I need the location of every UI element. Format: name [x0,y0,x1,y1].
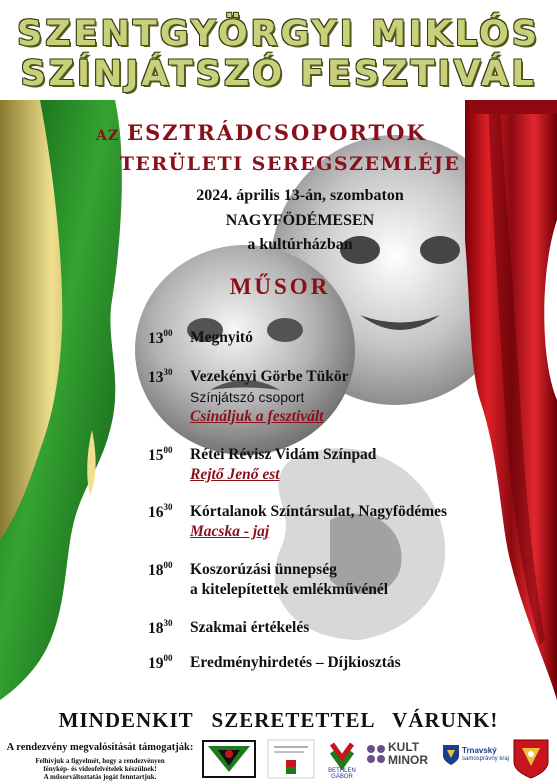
trnava-label: Trnavský [462,746,497,755]
support-heading: A rendezvény megvalósítását támogatják: [6,742,194,753]
program-time: $13^{00}$ [148,328,173,347]
event-subtitle-line1 [96,120,476,145]
program-title: Vezekényi Görbe Tükör [190,368,349,385]
program-time: $18^{30}$ [148,618,173,637]
minor-label: MINOR [388,753,428,767]
program-time: $18^{00}$ [148,560,173,579]
kult-label: KULT [388,740,420,754]
program-heading: MŰSOR [229,274,331,299]
festival-title-line2: SZÍNJÁTSZÓ FESZTIVÁL [20,54,537,94]
bethlen-icon [322,738,362,770]
program-title: Eredményhirdetés – Díjkiosztás [190,654,401,671]
program-title: Koszorúzási ünnepség [190,561,337,578]
program-title: Megnyitó [190,329,253,346]
program-subtitle: Színjátszó csoport [190,389,305,405]
profile-image [0,100,122,700]
festival-title-line1: SZENTGYÖRGYI MIKLÓS [17,14,540,54]
village-crest-logo [508,738,554,780]
subtitle-main: ESZTRÁDCSOPORTOK [127,120,427,145]
welcome-banner: MINDENKIT SZERETETTEL VÁRUNK! [58,708,499,732]
support-note: fénykép- és videofelvételek készülnek! [43,765,157,773]
theatre-logo [200,738,258,780]
program-time: $16^{30}$ [148,502,173,521]
program-title: Kórtalanok Színtársulat, Nagyfödémes [190,503,448,520]
program-performance: Rejtő Jenő est [190,466,280,483]
bethlen-label: BETHLEN GÁBOR [328,768,356,780]
trnava-logo [442,738,510,780]
government-logo [266,738,316,780]
trnava-shield-icon [442,744,460,766]
support-note: A műsorváltoztatás jogát fenntartjuk. [43,773,157,781]
event-date: 2024. április 13-án, szombaton [196,187,404,204]
subtitle-prefix: AZ [96,128,120,144]
support-note: Felhívjuk a figyelmét, hogy a rendezvényen [35,757,165,765]
program-title: Szakmai értékelés [190,619,310,636]
program-time: $15^{00}$ [148,445,173,464]
program-performance: Macska - jaj [190,523,270,540]
program-title-line2: a kitelepítettek emlékművénél [190,581,389,598]
program-performance: Csináljuk a fesztivált [190,408,324,425]
event-venue: a kultúrházban [247,236,353,253]
event-place: NAGYFÖDÉMESEN [225,212,375,229]
program-time: $19^{00}$ [148,653,173,672]
program-title: Rétei Révisz Vidám Színpad [190,446,377,463]
bethlen-logo [322,738,362,780]
kult-minor-icon [366,744,386,764]
trnava-sub-label: samosprávny kraj [462,756,510,762]
program-time: $13^{30}$ [148,367,173,386]
kult-minor-logo [366,738,436,780]
event-subtitle-line2: TERÜLETI SEREGSZEMLÉJE [119,153,461,175]
